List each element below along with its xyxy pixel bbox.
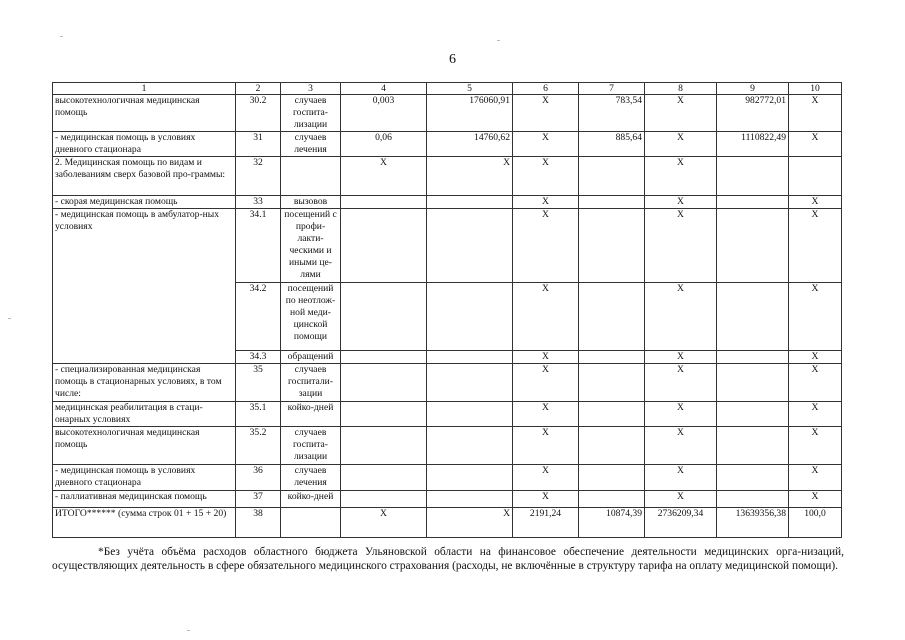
value-cell-c8: X <box>645 157 717 196</box>
row-code-cell: 34.2 <box>236 283 281 351</box>
row-code-cell: 35.1 <box>236 402 281 427</box>
header-cell: 4 <box>341 83 427 95</box>
row-code-cell: 37 <box>236 491 281 508</box>
header-cell: 3 <box>281 83 341 95</box>
table-row <box>53 132 842 157</box>
unit-cell: случаев лечения <box>281 465 341 491</box>
unit-cell: случаев госпита-лизации <box>281 427 341 465</box>
value-cell-c8: X <box>645 427 717 465</box>
value-cell-c4 <box>341 491 427 508</box>
value-cell-c9 <box>717 351 789 364</box>
value-cell-c7 <box>579 209 645 283</box>
row-code-cell: 33 <box>236 196 281 209</box>
value-cell-c5: X <box>427 508 513 538</box>
value-cell-c9 <box>717 157 789 196</box>
value-cell-c9 <box>717 364 789 402</box>
value-cell-c5: 14760,62 <box>427 132 513 157</box>
row-name-cell: - скорая медицинская помощь <box>53 196 236 209</box>
footnote: *Без учёта объёма расходов областного бюджета Ульяновской области на финансовое обеспечение деятельности медицинских орга-низаций, осуществляющих деятельность в сфере обязательного медицинского страхования (расходы, не включённые в структуру тарифа на оплату медицинской помощи). <box>52 546 844 572</box>
value-cell-c4 <box>341 427 427 465</box>
row-code-cell: 31 <box>236 132 281 157</box>
value-cell-c10: 100,0 <box>789 508 842 538</box>
table-row <box>53 427 842 465</box>
table-header-row <box>53 83 842 95</box>
value-cell-c7: 10874,39 <box>579 508 645 538</box>
value-cell-c7 <box>579 157 645 196</box>
value-cell-c9: 1110822,49 <box>717 132 789 157</box>
row-code-cell: 34.3 <box>236 351 281 364</box>
value-cell-c4 <box>341 209 427 283</box>
value-cell-c5 <box>427 465 513 491</box>
header-cell: 9 <box>717 83 789 95</box>
value-cell-c9 <box>717 209 789 283</box>
row-name-cell: высокотехнологичная медицинская помощь <box>53 427 236 465</box>
value-cell-c4 <box>341 465 427 491</box>
value-cell-c4 <box>341 364 427 402</box>
header-cell: 10 <box>789 83 842 95</box>
value-cell-c9 <box>717 465 789 491</box>
value-cell-c8: X <box>645 283 717 351</box>
unit-cell: вызовов <box>281 196 341 209</box>
value-cell-c6: X <box>513 351 579 364</box>
value-cell-c6: 2191,24 <box>513 508 579 538</box>
value-cell-c5: 176060,91 <box>427 95 513 132</box>
row-name-cell: - паллиативная медицинская помощь <box>53 491 236 508</box>
value-cell-c7 <box>579 196 645 209</box>
value-cell-c7 <box>579 427 645 465</box>
value-cell-c5 <box>427 491 513 508</box>
value-cell-c6: X <box>513 196 579 209</box>
value-cell-c4 <box>341 283 427 351</box>
value-cell-c8: X <box>645 196 717 209</box>
table-row <box>53 508 842 538</box>
value-cell-c5 <box>427 402 513 427</box>
row-code-cell: 35 <box>236 364 281 402</box>
value-cell-c8: X <box>645 209 717 283</box>
value-cell-c4: 0,06 <box>341 132 427 157</box>
row-name-cell: - медицинская помощь в условиях дневного стационара <box>53 132 236 157</box>
value-cell-c9 <box>717 402 789 427</box>
value-cell-c6: X <box>513 402 579 427</box>
value-cell-c4 <box>341 196 427 209</box>
value-cell-c7 <box>579 491 645 508</box>
value-cell-c8: X <box>645 364 717 402</box>
unit-cell: посещений по неотлож-ной меди-цинской помощи <box>281 283 341 351</box>
unit-cell: случаев госпитали-зации <box>281 364 341 402</box>
value-cell-c5 <box>427 364 513 402</box>
value-cell-c9 <box>717 427 789 465</box>
table-row <box>53 209 842 283</box>
value-cell-c10: X <box>789 283 842 351</box>
unit-cell <box>281 157 341 196</box>
value-cell-c6: X <box>513 465 579 491</box>
row-code-cell: 32 <box>236 157 281 196</box>
value-cell-c5 <box>427 427 513 465</box>
table-row <box>53 491 842 508</box>
header-cell: 7 <box>579 83 645 95</box>
expense-table <box>52 82 842 538</box>
value-cell-c10: X <box>789 351 842 364</box>
value-cell-c7: 885,64 <box>579 132 645 157</box>
value-cell-c9 <box>717 196 789 209</box>
unit-cell: койко-дней <box>281 402 341 427</box>
value-cell-c9 <box>717 491 789 508</box>
row-name-cell: медицинская реабилитация в стаци-онарных условиях <box>53 402 236 427</box>
table-row <box>53 364 842 402</box>
value-cell-c6: X <box>513 132 579 157</box>
value-cell-c8: X <box>645 465 717 491</box>
unit-cell: койко-дней <box>281 491 341 508</box>
value-cell-c5: X <box>427 157 513 196</box>
value-cell-c5 <box>427 351 513 364</box>
row-name-cell: - специализированная медицинская помощь в стационарных условиях, в том числе: <box>53 364 236 402</box>
value-cell-c10 <box>789 157 842 196</box>
value-cell-c4: 0,003 <box>341 95 427 132</box>
value-cell-c9: 13639356,38 <box>717 508 789 538</box>
unit-cell: посещений с профи-лакти-ческими и иными це-лями <box>281 209 341 283</box>
row-code-cell: 30.2 <box>236 95 281 132</box>
row-code-cell: 38 <box>236 508 281 538</box>
value-cell-c5 <box>427 209 513 283</box>
table-row <box>53 196 842 209</box>
value-cell-c8: X <box>645 132 717 157</box>
row-name-cell: ИТОГО****** (сумма строк 01 + 15 + 20) <box>53 508 236 538</box>
value-cell-c9: 982772,01 <box>717 95 789 132</box>
value-cell-c10: X <box>789 196 842 209</box>
value-cell-c4 <box>341 402 427 427</box>
unit-cell: случаев госпита-лизации <box>281 95 341 132</box>
value-cell-c9 <box>717 283 789 351</box>
value-cell-c10: X <box>789 402 842 427</box>
unit-cell: обращений <box>281 351 341 364</box>
value-cell-c7 <box>579 283 645 351</box>
unit-cell: случаев лечения <box>281 132 341 157</box>
value-cell-c5 <box>427 283 513 351</box>
table-row <box>53 402 842 427</box>
value-cell-c4: X <box>341 157 427 196</box>
row-name-cell: - медицинская помощь в условиях дневного стационара <box>53 465 236 491</box>
row-name-cell: 2. Медицинская помощь по видам и заболеваниям сверх базовой про-граммы: <box>53 157 236 196</box>
value-cell-c8: X <box>645 491 717 508</box>
value-cell-c7: 783,54 <box>579 95 645 132</box>
value-cell-c4 <box>341 351 427 364</box>
value-cell-c6: X <box>513 95 579 132</box>
value-cell-c6: X <box>513 209 579 283</box>
value-cell-c7 <box>579 402 645 427</box>
value-cell-c6: X <box>513 157 579 196</box>
value-cell-c8: X <box>645 95 717 132</box>
table-row <box>53 465 842 491</box>
value-cell-c10: X <box>789 132 842 157</box>
header-cell: 5 <box>427 83 513 95</box>
value-cell-c10: X <box>789 209 842 283</box>
value-cell-c4: X <box>341 508 427 538</box>
unit-cell <box>281 508 341 538</box>
header-cell: 1 <box>53 83 236 95</box>
row-name-cell: - медицинская помощь в амбулатор-ных условиях <box>53 209 236 364</box>
value-cell-c10: X <box>789 427 842 465</box>
header-cell: 6 <box>513 83 579 95</box>
value-cell-c8: 2736209,34 <box>645 508 717 538</box>
row-code-cell: 35.2 <box>236 427 281 465</box>
value-cell-c6: X <box>513 491 579 508</box>
table-body <box>53 83 842 538</box>
row-code-cell: 34.1 <box>236 209 281 283</box>
header-cell: 2 <box>236 83 281 95</box>
value-cell-c5 <box>427 196 513 209</box>
value-cell-c6: X <box>513 364 579 402</box>
value-cell-c7 <box>579 364 645 402</box>
value-cell-c10: X <box>789 465 842 491</box>
value-cell-c10: X <box>789 95 842 132</box>
header-cell: 8 <box>645 83 717 95</box>
value-cell-c8: X <box>645 351 717 364</box>
page-number: 6 <box>449 52 456 67</box>
value-cell-c10: X <box>789 364 842 402</box>
table-row <box>53 157 842 196</box>
value-cell-c8: X <box>645 402 717 427</box>
value-cell-c6: X <box>513 283 579 351</box>
value-cell-c10: X <box>789 491 842 508</box>
row-name-cell: высокотехнологичная медицинская помощь <box>53 95 236 132</box>
value-cell-c7 <box>579 465 645 491</box>
table-row <box>53 95 842 132</box>
value-cell-c6: X <box>513 427 579 465</box>
value-cell-c7 <box>579 351 645 364</box>
row-code-cell: 36 <box>236 465 281 491</box>
